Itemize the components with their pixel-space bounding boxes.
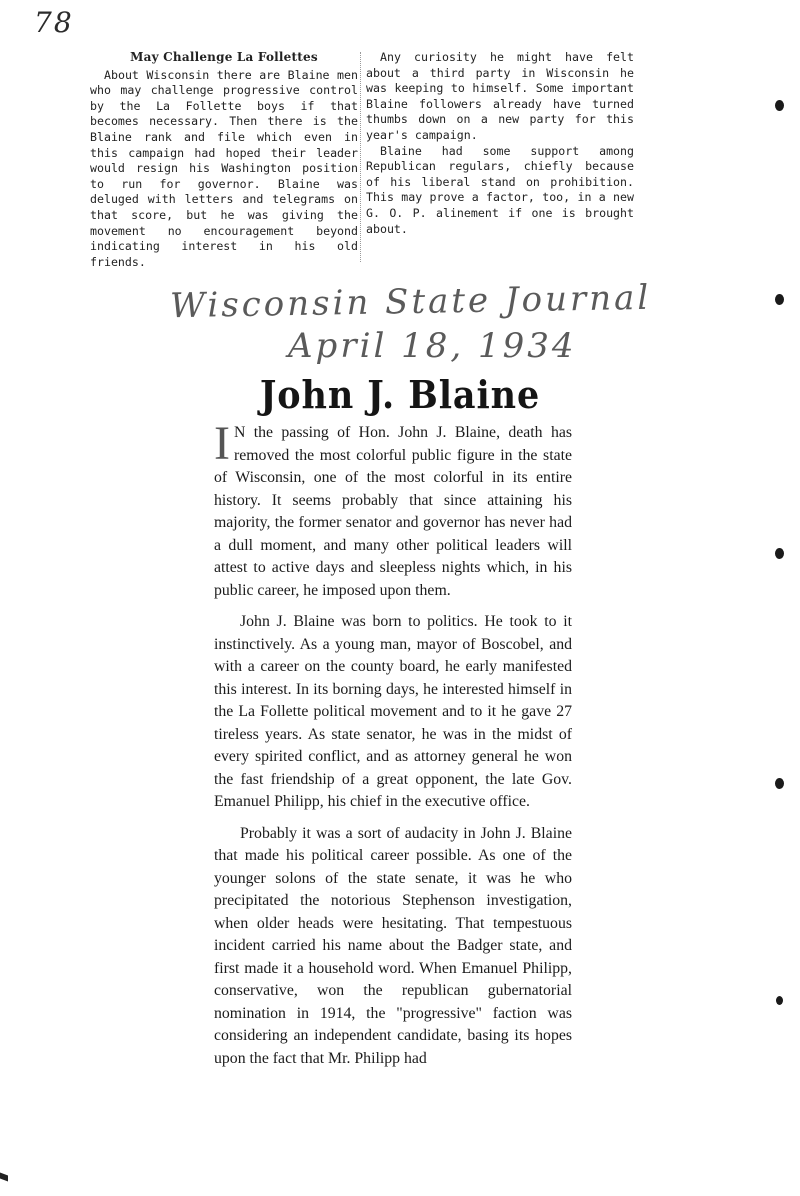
editorial-title: John J. Blaine — [259, 372, 541, 417]
clipping-right-column — [366, 50, 634, 237]
corner-mark — [0, 1173, 8, 1182]
binder-hole-icon — [775, 778, 784, 789]
clipping-right-text-2: Blaine had some support among Republican regulars, chiefly because of his liberal stand on prohibition. This may prove a factor, too, in a new G. O. P. alinement if one is brought about. — [366, 143, 634, 236]
clipping-left-column — [90, 50, 358, 270]
clipping-left-text: About Wisconsin there are Blaine men who may challenge progressive control by the La Follette boys if that becomes necessary. Then there is the Blaine rank and file which even in this campaign had hoped their leader would resign his Washington position to run for governor. Blaine was deluged with letters and telegrams on that score, but he was giving the movement no encouragement beyond indicating interest in his old friends. — [90, 67, 358, 269]
clipping-title: May Challenge La Follettes — [130, 50, 318, 64]
binder-hole-icon — [776, 996, 783, 1005]
column-divider — [360, 52, 361, 262]
editorial-body — [214, 417, 572, 1079]
page-number: 78 — [34, 6, 74, 39]
clipping-right-text-1: Any curiosity he might have felt about a third party in Wisconsin he was keeping to himself. Some important Blaine followers already have turned thumbs down on a new party for this year's campaign. — [366, 50, 634, 142]
editorial-paragraph-2: John J. Blaine was born to politics. He took to it instinctively. As a young man, mayor of Boscobel, and with a career on the county board, he early manifested this interest. In its borning days, he interested himself in the La Follette political movement and to it he gave 27 tireless years. As state senator, he was in the midst of every spirited conflict, and as attorney general he won the fast friendship of a great opponent, the late Gov. Emanuel Philipp, his chief in the executive office. — [214, 613, 572, 810]
editorial-paragraph-3: Probably it was a sort of audacity in John J. Blaine that made his political career possible. As one of the younger solons of the state senate, it was he who precipitated the notorious Stephenson investigation, when older heads were hesitating. That tempestuous incident carried his name about the Badger state, and first made it a household word. When Emanuel Philipp, conservative, won the republican gubernatorial nomination in 1914, the "progressive" faction was considering an independent candidate, basing its hopes upon the fact that Mr. Philipp had — [214, 824, 572, 1067]
editorial-paragraph-1 — [214, 417, 572, 602]
editorial-paragraph-1-text: N the passing of Hon. John J. Blaine, death has removed the most colorful public figure in the state of Wisconsin, one of the most colorful in its entire history. It seems probably that since attaining his majority, the former senator and governor has never had a dull moment, and many other political leaders will attest to active days and sleepless nights which, in his public career, he imposed upon them. — [214, 424, 572, 599]
handwritten-source: Wisconsin State Journal — [169, 277, 652, 327]
binder-hole-icon — [775, 100, 784, 111]
drop-cap: I — [214, 417, 230, 470]
news-clipping — [90, 50, 632, 280]
binder-hole-icon — [775, 548, 784, 559]
binder-hole-icon — [775, 294, 784, 305]
handwritten-date: April 18, 1934 — [288, 326, 577, 366]
